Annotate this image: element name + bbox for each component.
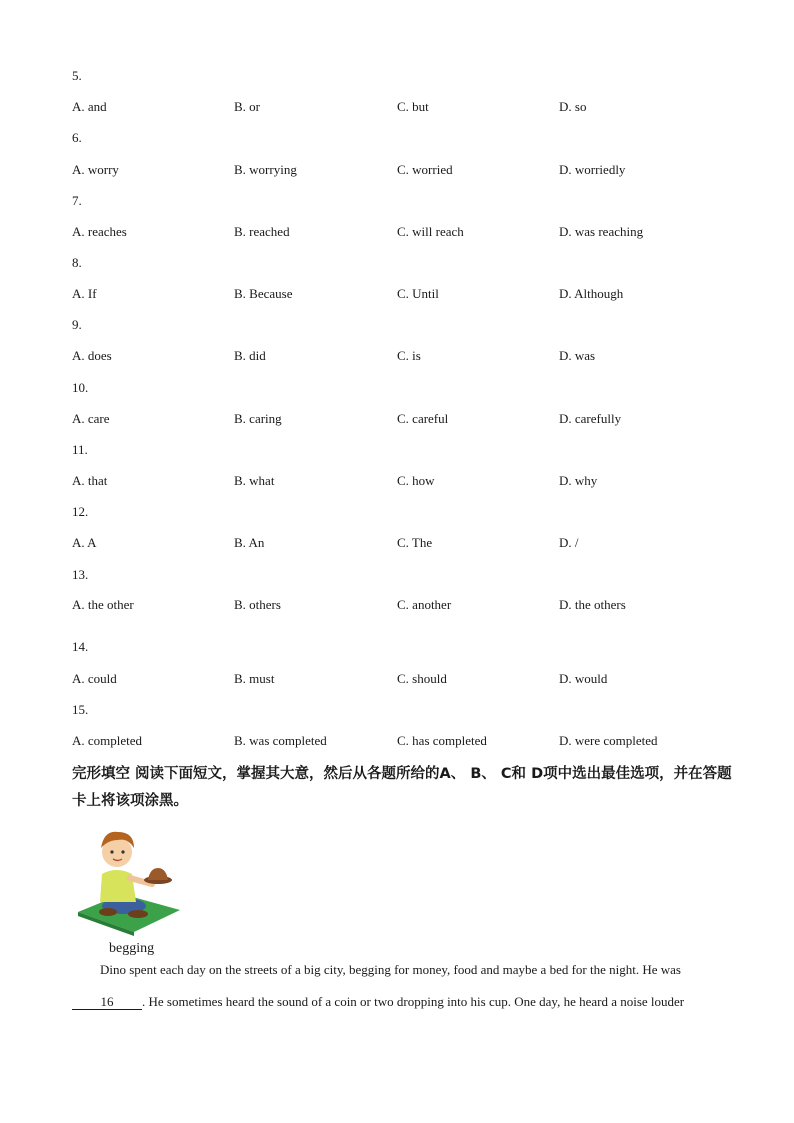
option-b: B. did: [234, 348, 266, 363]
question-number: 13.: [72, 567, 89, 582]
question-number: 14.: [72, 639, 89, 654]
option-b: B. or: [234, 99, 260, 114]
option-d: D. Although: [559, 286, 624, 301]
question-number: 5.: [72, 68, 82, 83]
option-a: A. care: [72, 411, 110, 426]
option-d: D. was reaching: [559, 224, 644, 239]
option-c: C. should: [397, 671, 447, 686]
option-b: B. must: [234, 671, 275, 686]
question-number: 12.: [72, 504, 89, 519]
blank-16: 16: [72, 995, 142, 1010]
option-d: D. why: [559, 473, 598, 488]
option-b: B. caring: [234, 411, 282, 426]
option-b: B. others: [234, 597, 281, 612]
begging-boy-illustration: [72, 824, 184, 936]
option-a: A. If: [72, 286, 97, 301]
option-c: C. worried: [397, 162, 453, 177]
passage-line: Dino spent each day on the streets of a big city, begging for money, food and maybe a bed for the night. He was: [100, 962, 681, 977]
option-d: D. /: [559, 535, 579, 550]
option-c: C. The: [397, 535, 433, 550]
option-a: A. worry: [72, 162, 119, 177]
option-d: D. was: [559, 348, 596, 363]
option-a: A. A: [72, 535, 97, 550]
option-b: B. Because: [234, 286, 293, 301]
option-b: B. what: [234, 473, 275, 488]
option-c: C. how: [397, 473, 435, 488]
question-number: 10.: [72, 380, 89, 395]
option-a: A. does: [72, 348, 112, 363]
passage-line: [72, 994, 684, 1010]
question-number: 9.: [72, 317, 82, 332]
option-d: D. were completed: [559, 733, 658, 748]
option-b: B. was completed: [234, 733, 327, 748]
option-a: A. the other: [72, 597, 134, 612]
option-c: C. another: [397, 597, 452, 612]
section-heading: 完形填空 阅读下面短文，掌握其大意，然后从各题所给的A、 B、 C和 D项中选出最佳选项，并在答题卡上将该项涂黑。: [72, 766, 732, 809]
option-d: D. so: [559, 99, 587, 114]
question-number: 7.: [72, 193, 82, 208]
option-c: C. will reach: [397, 224, 464, 239]
option-b: B. An: [234, 535, 265, 550]
option-c: C. but: [397, 99, 429, 114]
option-b: B. worrying: [234, 162, 297, 177]
option-d: D. worriedly: [559, 162, 626, 177]
option-a: A. that: [72, 473, 108, 488]
option-a: A. could: [72, 671, 117, 686]
option-a: A. reaches: [72, 224, 127, 239]
question-number: 11.: [72, 442, 88, 457]
question-number: 8.: [72, 255, 82, 270]
option-c: C. careful: [397, 411, 449, 426]
question-number: 15.: [72, 702, 89, 717]
option-c: C. is: [397, 348, 421, 363]
option-b: B. reached: [234, 224, 290, 239]
image-caption: begging: [109, 941, 155, 956]
option-d: D. the others: [559, 597, 626, 612]
passage-text: . He sometimes heard the sound of a coin or two dropping into his cup. One day, he heard a noise louder: [142, 994, 685, 1009]
option-c: C. has completed: [397, 733, 487, 748]
option-c: C. Until: [397, 286, 439, 301]
option-a: A. and: [72, 99, 107, 114]
option-d: D. carefully: [559, 411, 622, 426]
option-d: D. would: [559, 671, 608, 686]
question-number: 6.: [72, 130, 82, 145]
option-a: A. completed: [72, 733, 143, 748]
